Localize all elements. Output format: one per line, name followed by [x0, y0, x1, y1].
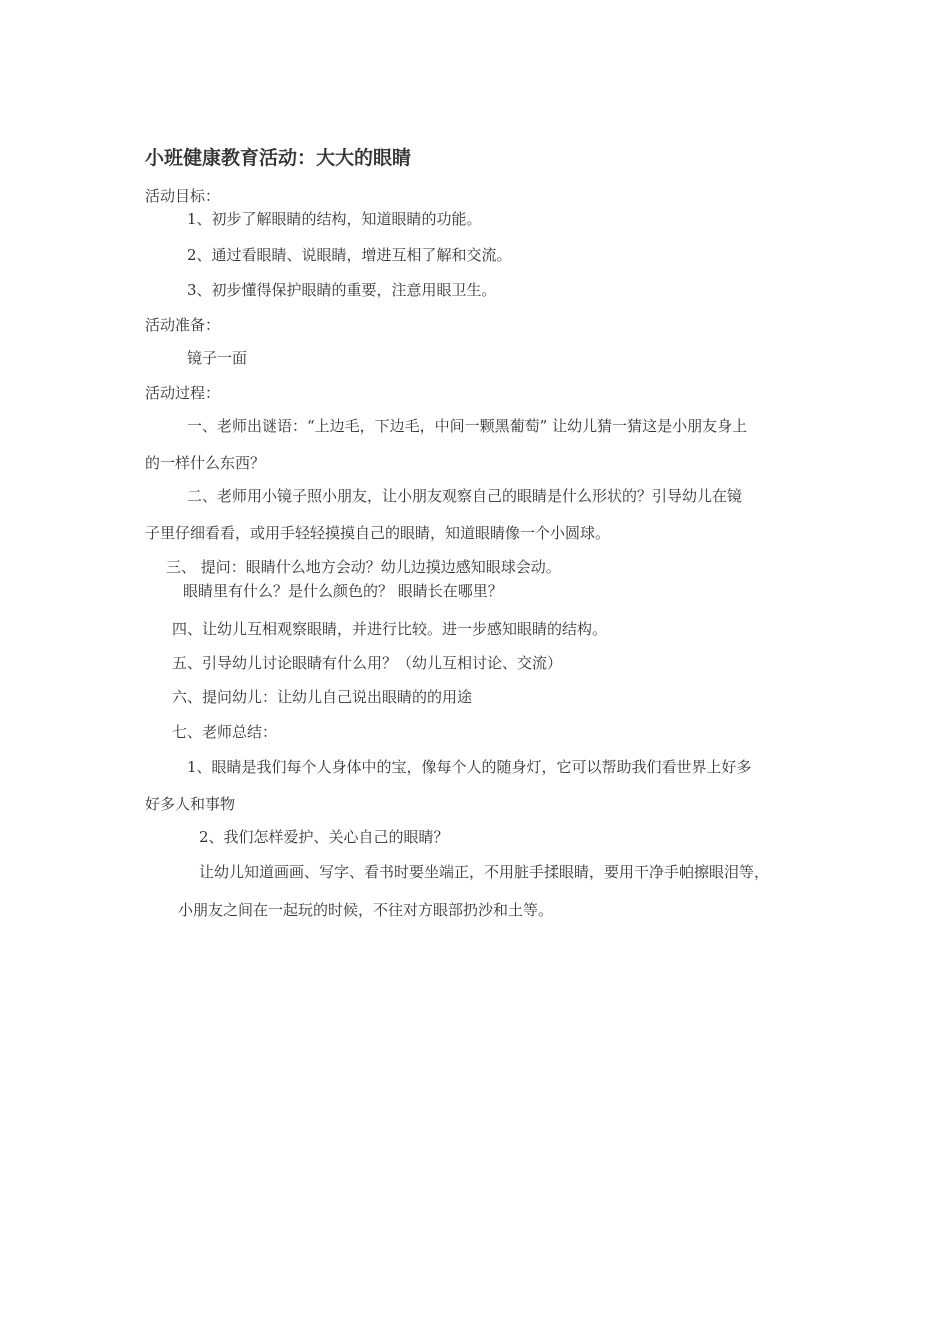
step-6: 六、提问幼儿：让幼儿自己说出眼睛的的用途 — [172, 688, 473, 706]
step-2-line-2: 子里仔细看看，或用手轻轻摸摸自己的眼睛，知道眼睛像一个小圆球。 — [145, 524, 611, 542]
process-heading: 活动过程： — [145, 384, 221, 402]
step-4: 四、让幼儿互相观察眼睛，并进行比较。进一步感知眼睛的结构。 — [172, 620, 608, 638]
summary-1-line-2: 好多人和事物 — [145, 795, 236, 813]
goal-item-3: 3、初步懂得保护眼睛的重要，注意用眼卫生。 — [187, 281, 497, 299]
step-7: 七、老师总结： — [172, 723, 278, 741]
step-1-line-1: 一、老师出谜语：“上边毛，下边毛，中间一颗黑葡萄” 让幼儿猜一猜这是小朋友身上 — [187, 417, 748, 435]
prep-item: 镜子一面 — [187, 349, 248, 367]
step-5: 五、引导幼儿讨论眼睛有什么用？（幼儿互相讨论、交流） — [172, 654, 563, 672]
step-3-line-2: 眼睛里有什么？是什么颜色的？ 眼睛长在哪里？ — [183, 582, 503, 600]
summary-1-line-1: 1、眼睛是我们每个人身体中的宝，像每个人的随身灯，它可以帮助我们看世界上好多 — [187, 758, 752, 776]
goal-item-2: 2、通过看眼睛、说眼睛，增进互相了解和交流。 — [187, 246, 512, 264]
summary-2: 2、我们怎样爱护、关心自己的眼睛？ — [199, 828, 449, 846]
step-3-line-1: 三、 提问：眼睛什么地方会动？幼儿边摸边感知眼球会动。 — [166, 558, 561, 576]
goal-item-1: 1、初步了解眼睛的结构，知道眼睛的功能。 — [187, 210, 482, 228]
step-1-line-2: 的一样什么东西？ — [145, 454, 266, 472]
goals-heading: 活动目标： — [145, 187, 221, 205]
prep-heading: 活动准备： — [145, 316, 221, 334]
document-title: 小班健康教育活动：大大的眼睛 — [145, 147, 412, 169]
step-2-line-1: 二、老师用小镜子照小朋友，让小朋友观察自己的眼睛是什么形状的？引导幼儿在镜 — [187, 487, 743, 505]
summary-2-detail-line-2: 小朋友之间在一起玩的时候，不往对方眼部扔沙和土等。 — [178, 901, 554, 919]
summary-2-detail-line-1: 让幼儿知道画画、写字、看书时要坐端正，不用脏手揉眼睛，要用干净手帕擦眼泪等， — [199, 863, 770, 881]
